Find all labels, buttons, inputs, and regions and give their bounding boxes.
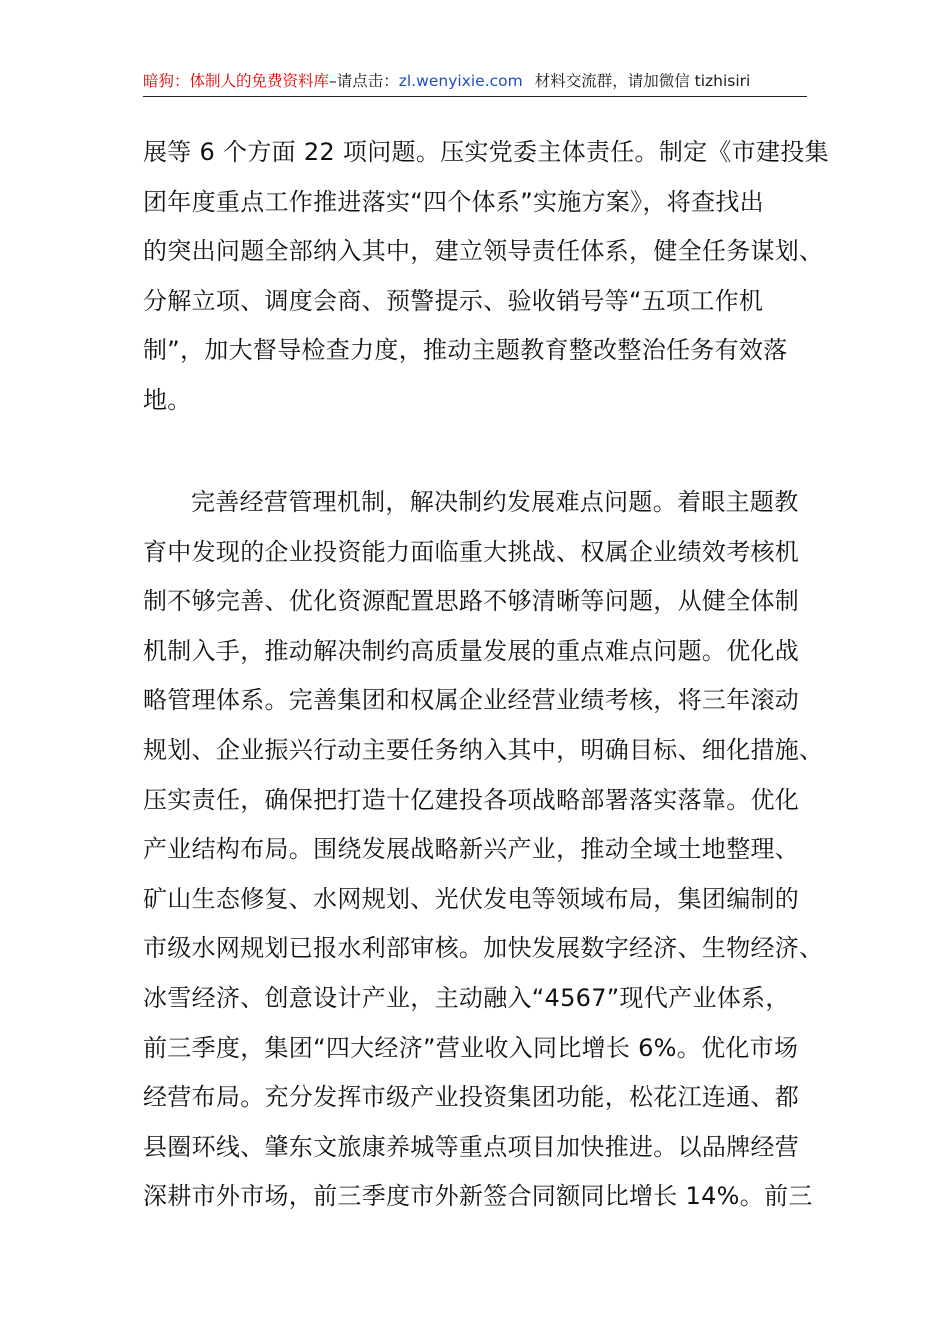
text-line: 团年度重点工作推进落实“四个体系”实施方案》，将查找出 (143, 187, 764, 216)
paragraph-1 (143, 128, 829, 426)
text-line: 深耕市外市场，前三季度市外新签合同额同比增长 14%。前三 (143, 1182, 813, 1211)
text-line: 经营布局。充分发挥市级产业投资集团功能，松花江连通、都 (143, 1083, 800, 1112)
header-contact: 材料交流群，请加微信 tizhisiri (534, 72, 751, 90)
text-line: 略管理体系。完善集团和权属企业经营业绩考核，将三年滚动 (143, 686, 800, 715)
text-line: 矿山生态修复、水网规划、光伏发电等领域布局，集团编制的 (143, 884, 800, 913)
text-line: 分解立项、调度会商、预警提示、验收销号等“五项工作机 (143, 286, 764, 315)
text-line: 前三季度，集团“四大经济”营业收入同比增长 6%。优化市场 (143, 1033, 799, 1062)
text-line: 地。 (143, 385, 192, 414)
header-prompt: –请点击： (329, 72, 399, 90)
text-line: 产业结构布局。围绕发展战略新兴产业，推动全域土地整理、 (143, 835, 800, 864)
header-divider (143, 96, 807, 97)
text-line: 冰雪经济、创意设计产业，主动融入“4567”现代产业体系， (143, 983, 790, 1012)
page-header (143, 68, 807, 94)
text-line: 市级水网规划已报水利部审核。加快发展数字经济、生物经济、 (143, 934, 824, 963)
text-line: 县圈环线、肇东文旅康养城等重点项目加快推进。以品牌经营 (143, 1132, 800, 1161)
header-url-link[interactable]: zl.wenyixie.com (398, 72, 523, 90)
text-line: 压实责任，确保把打造十亿建投各项战略部署落实落靠。优化 (143, 785, 800, 814)
text-line: 制”，加大督导检查力度，推动主题教育整改整治任务有效落 (143, 336, 788, 365)
text-line: 育中发现的企业投资能力面临重大挑战、权属企业绩效考核机 (143, 537, 800, 566)
paragraph-2 (143, 478, 824, 1222)
text-line: 规划、企业振兴行动主要任务纳入其中，明确目标、细化措施、 (143, 735, 824, 764)
text-line: 完善经营管理机制，解决制约发展难点问题。着眼主题教 (191, 488, 799, 516)
text-line: 制不够完善、优化资源配置思路不够清晰等问题，从健全体制 (143, 587, 800, 616)
text-line: 机制入手，推动解决制约高质量发展的重点难点问题。优化战 (143, 636, 800, 665)
header-brand: 暗狗：体制人的免费资料库 (143, 72, 330, 90)
text-line: 的突出问题全部纳入其中，建立领导责任体系，健全任务谋划、 (143, 237, 824, 266)
text-line: 展等 6 个方面 22 项问题。压实党委主体责任。制定《市建投集 (143, 138, 829, 166)
